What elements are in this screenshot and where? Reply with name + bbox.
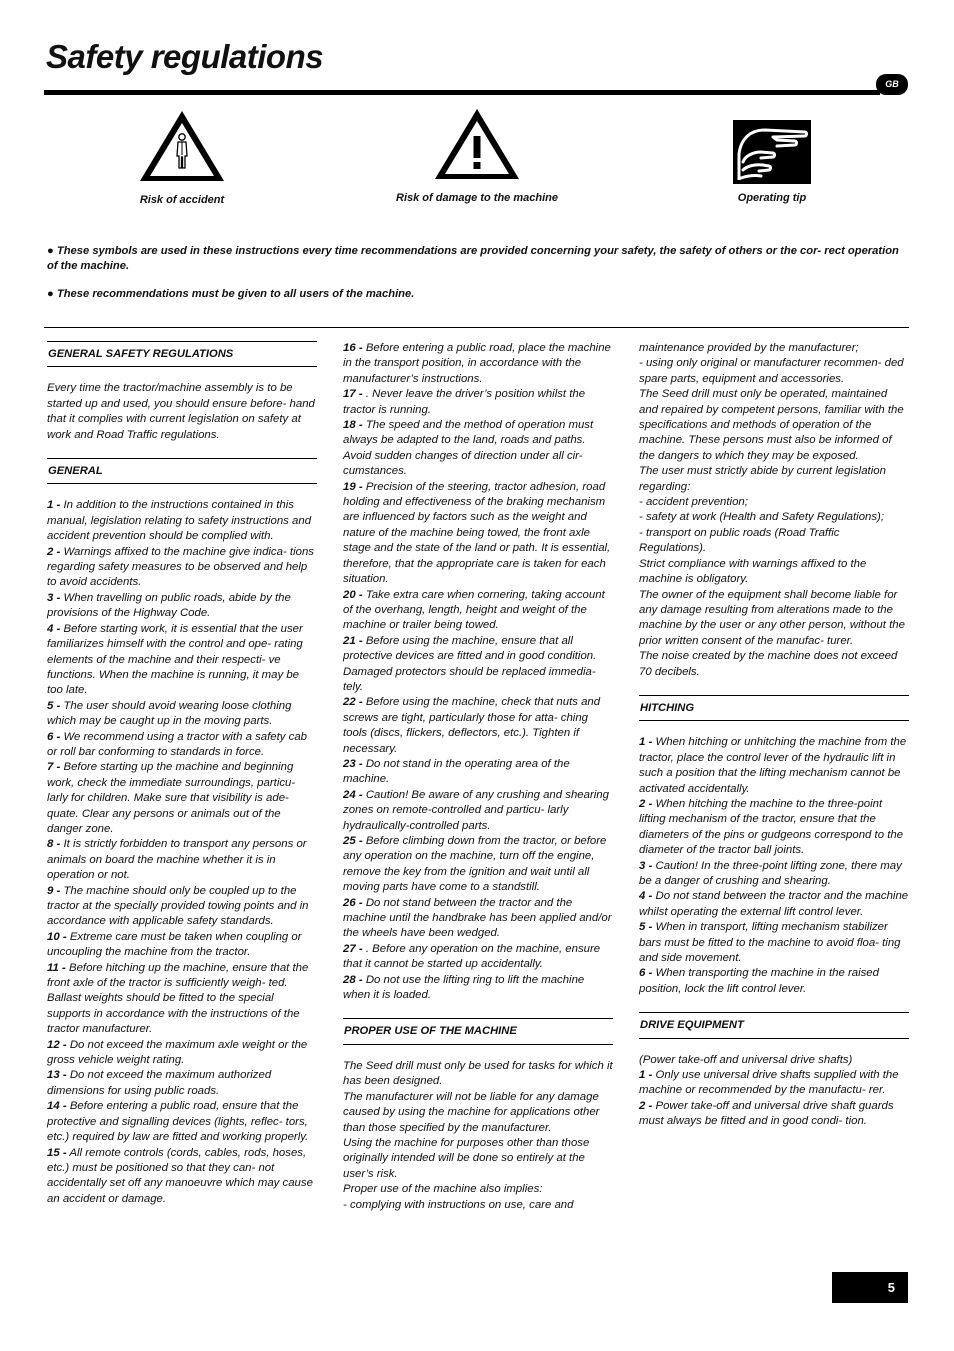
- item-number: 23 -: [343, 757, 363, 770]
- symbol-caption: Risk of accident: [139, 194, 225, 206]
- intro-note-1: ● These symbols are used in these instructions every time recommendations are provided concerning your safety, the safety of others or the cor- rect operation of the machine.: [47, 245, 899, 272]
- item-number: 9 -: [47, 884, 61, 897]
- language-badge: GB: [876, 74, 908, 95]
- list-item: [47, 498, 317, 544]
- list-item: [343, 757, 613, 788]
- proper-use-body: [343, 1059, 613, 1213]
- list-item: [639, 1068, 909, 1099]
- item-number: 17 -: [343, 388, 363, 401]
- item-text: When transporting the machine in the raised position, lock the lift control lever.: [639, 967, 879, 995]
- symbol-operating-tip: [722, 120, 822, 204]
- list-item: [343, 973, 613, 1004]
- list-item: [639, 797, 909, 859]
- item-number: 1 -: [47, 499, 61, 512]
- item-number: 5 -: [47, 699, 61, 712]
- hitching-list: [639, 735, 909, 997]
- text-line: Using the machine for purposes other than those originally intended will be done so entirely at the user’s risk.: [343, 1136, 590, 1180]
- item-text: Caution! In the three-point lifting zone, there may be a danger of crushing and shearing.: [639, 859, 902, 887]
- list-item: [343, 834, 613, 896]
- list-item: [47, 884, 317, 930]
- item-text: All remote controls (cords, cables, rods, hoses, etc.) must be positioned so that they can- not accidentally set off any manoeuvre which may cause an accident or damage.: [47, 1146, 313, 1205]
- item-number: 4 -: [639, 890, 653, 903]
- item-text: Do not stand in the operating area of the machine.: [343, 757, 570, 786]
- item-text: Precision of the steering, tractor adhesion, road holding and effectiveness of the braking mechanism are influenced by factors such as the weight and nature of the machine being towed, the front axle stage and the state of the land or path. It is essential, therefore, that the appropriate care is taken for each situation.: [343, 480, 611, 586]
- list-item: [343, 387, 613, 418]
- item-text: Before hitching up the machine, ensure that the front axle of the tractor is sufficiently weigh- ted. Ballast weights should be fitted to the special supports in accordance with the instructions of the tractor manufacturer.: [47, 961, 309, 1036]
- list-item: [47, 837, 317, 883]
- item-number: 13 -: [47, 1069, 67, 1082]
- list-item: [639, 735, 909, 797]
- list-item: [343, 942, 613, 973]
- item-number: 6 -: [47, 730, 61, 743]
- general-list-continued: [343, 341, 613, 1003]
- item-number: 15 -: [47, 1146, 67, 1159]
- section-header-general: GENERAL: [47, 458, 317, 484]
- intro-note-2: ● These recommendations must be given to all users of the machine.: [47, 288, 415, 300]
- text-line: The manufacturer will not be liable for any damage caused by using the machine for applications other than those specified by the manufacturer.: [343, 1090, 600, 1134]
- item-number: 24 -: [343, 788, 363, 801]
- item-text: When hitching the machine to the three-point lifting mechanism of the tractor, ensure that the diameters of the pins or gudgeons correspond to the diameter of the tractor ball joints.: [639, 797, 904, 857]
- list-item: [343, 788, 613, 834]
- column-1: [47, 341, 317, 1207]
- item-text: Do not exceed the maximum authorized dimensions for using public roads.: [47, 1069, 272, 1097]
- item-text: Do not stand between the tractor and the machine whilst operating the external lift control lever.: [639, 890, 909, 918]
- item-text: Before entering a public road, ensure that the protective and signalling devices (lights, reflec- tors, etc.) required by law are fitted and working properly.: [47, 1100, 309, 1144]
- item-number: 16 -: [343, 342, 363, 354]
- section-header-proper-use: PROPER USE OF THE MACHINE: [343, 1018, 613, 1044]
- text-line: - using only original or manufacturer recommen- ded spare parts, equipment and accessories.: [639, 357, 904, 385]
- item-text: Caution! Be aware of any crushing and shearing zones on remote-controlled and particu- larly hydraulically-controlled parts.: [343, 788, 609, 832]
- item-number: 7 -: [47, 761, 61, 774]
- list-item: [47, 1099, 317, 1145]
- item-text: Warnings affixed to the machine give indica- tions regarding safety measures to be observed and help to avoid accidents.: [47, 545, 314, 589]
- item-text: In addition to the instructions contained in this manual, legislation relating to safety instructions and accident prevention should be complied with.: [47, 499, 312, 543]
- item-number: 28 -: [343, 973, 363, 986]
- symbol-caption: Risk of damage to the machine: [396, 192, 558, 204]
- item-text: Do not stand between the tractor and the machine until the handbrake has been applied and/or the wheels have been wedged.: [343, 896, 612, 940]
- item-text: The machine should only be coupled up to the tractor at the specially provided towing points and in accordance with applicable safety standards.: [47, 884, 309, 928]
- item-number: 8 -: [47, 838, 61, 851]
- item-text: Before climbing down from the tractor, or before any operation on the machine, turn off the engine, remove the key from the ignition and wait until all moving parts have come to a standstill.: [343, 835, 607, 894]
- warning-exclamation-icon: [432, 106, 522, 182]
- list-item: [639, 966, 909, 997]
- page-number: 5: [832, 1272, 908, 1303]
- item-text: The speed and the method of operation must always be adapted to the land, roads and paths. Avoid sudden changes of direction under all cir- cumstances.: [343, 419, 594, 478]
- list-item: [47, 730, 317, 761]
- item-number: 12 -: [47, 1038, 67, 1051]
- item-text: . Before any operation on the machine, ensure that it cannot be started up accidentally.: [343, 942, 601, 971]
- list-item: [343, 418, 613, 480]
- list-item: [47, 961, 317, 1038]
- column-3: [639, 341, 909, 1130]
- text-line: Strict compliance with warnings affixed to the machine is obligatory.: [639, 557, 867, 586]
- section-header-general-safety: GENERAL SAFETY REGULATIONS: [47, 341, 317, 367]
- text-line: Proper use of the machine also implies:: [343, 1183, 543, 1196]
- pointing-hand-icon: [733, 120, 811, 184]
- list-item: [47, 1068, 317, 1099]
- column-2: [343, 341, 613, 1213]
- drive-equipment-intro: (Power take-off and universal drive shafts): [639, 1053, 853, 1066]
- text-line: - safety at work (Health and Safety Regulations);: [639, 511, 885, 524]
- text-line: - accident prevention;: [639, 496, 748, 509]
- drive-equipment-list: [639, 1068, 909, 1130]
- item-text: Only use universal drive shafts supplied with the machine or recommended by the manufactu- rer.: [639, 1069, 899, 1097]
- item-number: 20 -: [343, 588, 363, 601]
- list-item: [47, 591, 317, 622]
- item-number: 10 -: [47, 930, 67, 943]
- text-line: - transport on public roads (Road Traffic Regulations).: [639, 526, 840, 555]
- item-text: We recommend using a tractor with a safety cab or roll bar conforming to standards in force.: [47, 730, 307, 758]
- item-number: 2 -: [47, 545, 61, 558]
- item-number: 19 -: [343, 480, 363, 493]
- list-item: [343, 588, 613, 634]
- list-item: [47, 760, 317, 837]
- warning-person-icon: [137, 108, 227, 184]
- item-text: Power take-off and universal drive shaft guards must always be fitted and in good condi- tion.: [639, 1099, 894, 1128]
- symbol-caption: Operating tip: [737, 192, 807, 204]
- item-number: 1 -: [639, 736, 653, 749]
- text-line: maintenance provided by the manufacturer;: [639, 342, 859, 354]
- item-number: 1 -: [639, 1069, 653, 1082]
- page-title: Safety regulations: [46, 38, 324, 75]
- text-line: The Seed drill must only be used for tasks for which it has been designed.: [343, 1059, 613, 1088]
- item-number: 6 -: [639, 967, 653, 980]
- text-line: The noise created by the machine does not exceed 70 decibels.: [639, 650, 898, 678]
- item-text: Before entering a public road, place the machine in the transport position, in accordance with the manufacturer’s instructions.: [343, 342, 611, 385]
- item-text: Before using the machine, ensure that all protective devices are fitted and in good condition. Damaged protectors should be replaced immedia- tely.: [343, 634, 597, 693]
- title-rule: [44, 90, 880, 95]
- item-number: 18 -: [343, 419, 363, 432]
- item-number: 4 -: [47, 622, 61, 635]
- list-item: [639, 920, 909, 966]
- general-list: [47, 498, 317, 1207]
- item-number: 5 -: [639, 921, 653, 934]
- item-text: It is strictly forbidden to transport any persons or animals on board the machine whether it is in operation or not.: [47, 838, 307, 882]
- symbol-risk-of-damage: [376, 106, 578, 204]
- item-number: 3 -: [47, 591, 61, 604]
- item-number: 2 -: [639, 797, 653, 810]
- symbol-risk-of-accident: [122, 108, 242, 206]
- item-text: When travelling on public roads, abide by the provisions of the Highway Code.: [47, 591, 291, 620]
- list-item: [47, 1146, 317, 1208]
- section-rule: [44, 327, 909, 328]
- list-item: [47, 1038, 317, 1069]
- list-item: [343, 695, 613, 757]
- item-number: 11 -: [47, 961, 66, 974]
- list-item: [47, 622, 317, 699]
- item-text: . Never leave the driver’s position whilst the tractor is running.: [343, 388, 586, 416]
- list-item: [343, 341, 613, 387]
- list-item: [47, 545, 317, 591]
- item-number: 25 -: [343, 835, 363, 847]
- text-line: The owner of the equipment shall become liable for any damage resulting from alterations made to the machine by the user or any other person, without the prior written consent of the manufac- turer.: [639, 588, 905, 647]
- proper-use-body-continued: [639, 341, 909, 680]
- item-number: 21 -: [343, 634, 363, 647]
- section-header-hitching: HITCHING: [639, 695, 909, 721]
- text-line: The Seed drill must only be operated, maintained and repaired by competent persons, familiar with the specifications and methods of operation of the machine. These persons must also be informed of the dangers to which they may be exposed.: [639, 388, 904, 462]
- item-number: 14 -: [47, 1100, 67, 1113]
- text-line: - complying with instructions on use, care and: [343, 1198, 574, 1211]
- item-text: Extreme care must be taken when coupling or uncoupling the machine from the tractor.: [47, 930, 302, 959]
- item-number: 3 -: [639, 859, 653, 872]
- item-text: Before starting up the machine and beginning work, check the immediate surroundings, particu- larly for children. Make sure that visibility is ade- quate. Clear any persons or animals out of the danger zone.: [47, 761, 296, 835]
- list-item: [343, 896, 613, 942]
- item-text: Take extra care when cornering, taking account of the overhang, length, height and weight of the machine or trailer being towed.: [343, 588, 605, 632]
- item-text: Before using the machine, check that nuts and screws are tight, particularly those for atta- ching tools (discs, flickers, deflectors, etc.). Tighten if necessary.: [343, 696, 601, 755]
- general-safety-body: Every time the tractor/machine assembly is to be started up and used, you should ensure before- hand that it complies with current legislation on safety at work and Road Traffic regulations.: [47, 382, 315, 441]
- item-number: 22 -: [343, 696, 363, 709]
- item-text: The user should avoid wearing loose clothing which may be caught up in the moving parts.: [47, 699, 292, 728]
- item-number: 26 -: [343, 896, 363, 909]
- list-item: [343, 634, 613, 696]
- list-item: [639, 889, 909, 920]
- item-text: When in transport, lifting mechanism stabilizer bars must be fitted to the machine to avoid floa- ting and side movement.: [639, 921, 901, 965]
- text-line: The user must strictly abide by current legislation regarding:: [639, 465, 886, 493]
- list-item: [47, 930, 317, 961]
- intro-text: These recommendations must be given to all users of the machine.: [56, 288, 415, 300]
- list-item: [639, 1099, 909, 1130]
- section-header-drive-equipment: DRIVE EQUIPMENT: [639, 1012, 909, 1038]
- item-number: 27 -: [343, 942, 363, 955]
- item-number: 2 -: [639, 1099, 653, 1112]
- item-text: Do not exceed the maximum axle weight or the gross vehicle weight rating.: [47, 1038, 308, 1067]
- list-item: [343, 480, 613, 588]
- item-text: Before starting work, it is essential that the user familiarizes himself with the control and ope- rating elements of the machine and their respecti- ve functions. When the machine is running, it may be too late.: [47, 622, 303, 697]
- list-item: [47, 699, 317, 730]
- intro-text: These symbols are used in these instructions every time recommendations are provided concerning your safety, the safety of others or the cor- rect operation of the machine.: [47, 245, 899, 272]
- list-item: [639, 859, 909, 890]
- item-text: When hitching or unhitching the machine from the tractor, place the control lever of the hydraulic lift in such a position that the lifting mechanism cannot be activated accidentally.: [639, 736, 907, 795]
- item-text: Do not use the lifting ring to lift the machine when it is loaded.: [343, 973, 585, 1002]
